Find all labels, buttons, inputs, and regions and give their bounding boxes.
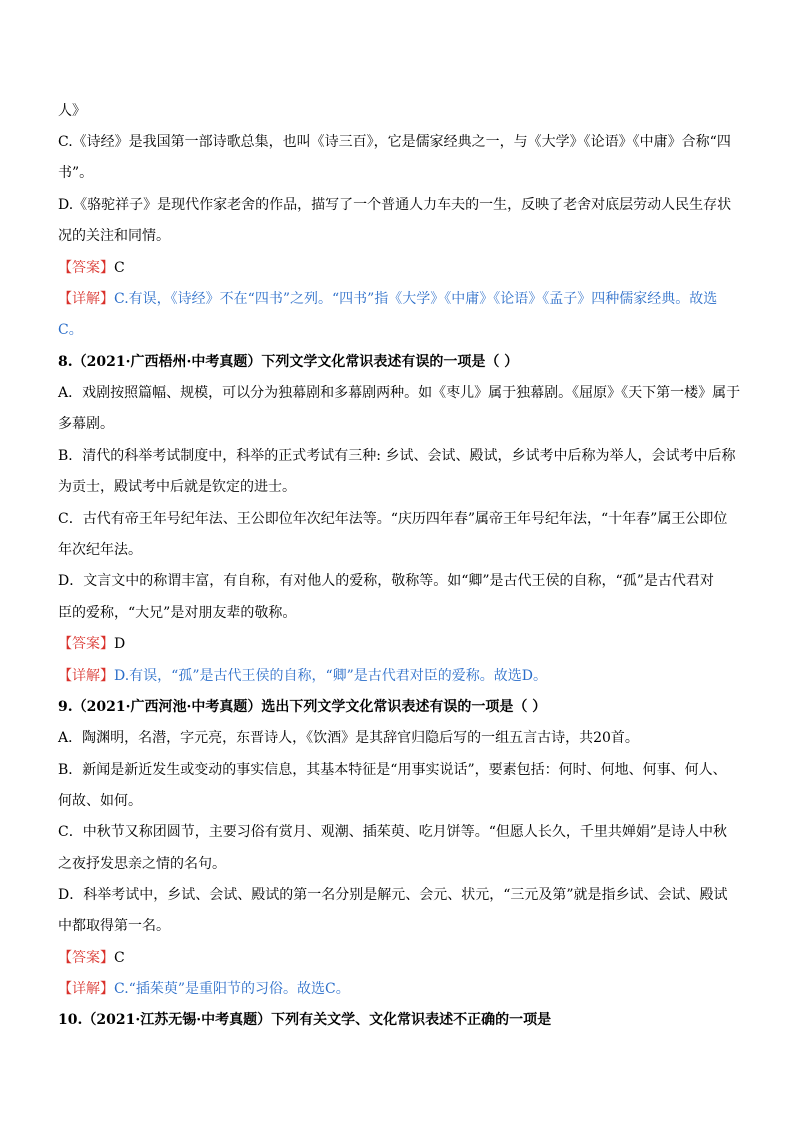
question-stem: 8.（2021·广西梧州·中考真题）下列文学文化常识表述有误的一项是（ ） xyxy=(58,354,519,370)
option-a: 多幕剧。 xyxy=(58,416,114,432)
text-line: D.《骆驼祥子》是现代作家老舍的作品，描写了一个普通人力车夫的一生，反映了老舍对底层劳动人民生存状 xyxy=(58,197,732,213)
option-a: A．陶渊明，名潜，字元亮，东晋诗人，《饮酒》是其辞官归隐后写的一组五言古诗，共20首。 xyxy=(58,730,639,746)
option-c: 之夜抒发思亲之情的名句。 xyxy=(58,856,226,872)
answer-label: 【答案】 xyxy=(58,636,114,652)
option-d: D．科举考试中，乡试、会试、殿试的第一名分别是解元、会元、状元，“三元及第”就是指乡试、会试、殿试 xyxy=(58,887,728,903)
text-line: 人》 xyxy=(58,103,86,119)
answer-value: C xyxy=(114,260,125,276)
detail-label: 【详解】 xyxy=(58,981,114,997)
option-a: A．戏剧按照篇幅、规模，可以分为独幕剧和多幕剧两种。如《枣儿》属于独幕剧。《屈原》《天下第一楼》属于 xyxy=(58,385,741,401)
option-b: 为贡士，殿试考中后就是钦定的进士。 xyxy=(58,479,296,495)
answer-line xyxy=(58,259,125,277)
question-stem: 10.（2021·江苏无锡·中考真题）下列有关文学、文化常识表述不正确的一项是 xyxy=(58,1012,552,1028)
option-c: 年次纪年法。 xyxy=(58,542,142,558)
option-b: B．清代的科举考试制度中，科举的正式考试有三种: 乡试、会试、殿试，乡试考中后称为举人，会试考中后称 xyxy=(58,448,736,464)
option-b: B．新闻是新近发生或变动的事实信息，其基本特征是“用事实说话”，要素包括：何时、何地、何事、何人、 xyxy=(58,762,727,778)
question-stem: 9.（2021·广西河池·中考真题）选出下列文学文化常识表述有误的一项是（ ） xyxy=(58,699,547,715)
detail-line xyxy=(58,290,717,308)
detail-text: C.有误，《诗经》不在“四书”之列。“四书”指《大学》《中庸》《论语》《孟子》四种儒家经典。故选 xyxy=(114,291,718,307)
answer-value: D xyxy=(114,636,126,652)
answer-label: 【答案】 xyxy=(58,950,114,966)
answer-value: C xyxy=(114,950,125,966)
detail-line xyxy=(58,980,350,998)
option-b: 何故、如何。 xyxy=(58,793,142,809)
detail-line: C。 xyxy=(58,322,83,338)
option-d: 中都取得第一名。 xyxy=(58,918,170,934)
detail-line xyxy=(58,667,547,685)
text-line: 况的关注和同情。 xyxy=(58,228,170,244)
option-c: C．中秋节又称团圆节，主要习俗有赏月、观潮、插茱萸、吃月饼等。“但愿人长久，千里共婵娟”是诗人中秋 xyxy=(58,824,728,840)
answer-line xyxy=(58,949,125,967)
detail-text: C.“插茱萸”是重阳节的习俗。故选C。 xyxy=(114,981,350,997)
option-c: C．古代有帝王年号纪年法、王公即位年次纪年法等。“庆历四年春”属帝王年号纪年法，“十年春”属王公即位 xyxy=(58,511,728,527)
option-d: 臣的爱称，“大兄”是对朋友辈的敬称。 xyxy=(58,605,297,621)
text-line: 书”。 xyxy=(58,165,94,181)
text-line: C.《诗经》是我国第一部诗歌总集，也叫《诗三百》，它是儒家经典之一，与《大学》《论语》《中庸》合称“四 xyxy=(58,134,731,150)
option-d: D．文言文中的称谓丰富，有自称，有对他人的爱称，敬称等。如“卿”是古代王侯的自称，“孤”是古代君对 xyxy=(58,573,714,589)
detail-text: D.有误，“孤”是古代王侯的自称，“卿”是古代君对臣的爱称。故选D。 xyxy=(114,668,548,684)
detail-label: 【详解】 xyxy=(58,291,114,307)
answer-line xyxy=(58,635,125,653)
answer-label: 【答案】 xyxy=(58,260,114,276)
detail-label: 【详解】 xyxy=(58,668,114,684)
